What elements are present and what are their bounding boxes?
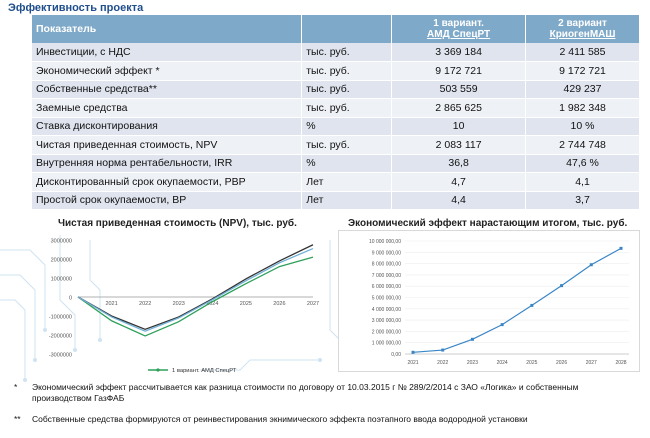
effect-y-tick: 8 000 000,00: [371, 261, 401, 268]
row-unit: %: [302, 154, 392, 173]
row-label: Чистая приведенная стоимость, NPV: [32, 136, 302, 155]
effect-y-tick: 6 000 000,00: [371, 284, 401, 291]
effect-x-tick: 2028: [615, 360, 627, 366]
header-variant-2-line1: 2 вариант: [558, 18, 607, 29]
effect-point: [620, 247, 623, 250]
effect-x-tick: 2027: [585, 360, 597, 366]
header-variant-2-line2: КриогенМАШ: [549, 29, 616, 40]
row-label: Простой срок окупаемости, BP: [32, 191, 302, 210]
table-row: [32, 62, 640, 81]
effect-y-tick: 4 000 000,00: [371, 306, 401, 313]
effect-x-tick: 2021: [407, 360, 419, 366]
efficiency-table: [32, 15, 640, 210]
npv-y-tick: -1000000: [48, 314, 72, 321]
row-label: Собственные средства**: [32, 80, 302, 99]
effect-y-tick: 5 000 000,00: [371, 295, 401, 302]
effect-point: [441, 349, 444, 352]
row-unit: Лет: [302, 191, 392, 210]
row-unit: тыс. руб.: [302, 99, 392, 118]
effect-point: [412, 351, 415, 354]
npv-y-tick: -3000000: [48, 352, 72, 359]
footnote-2-text: Собственные средства формируются от реинвестирования экнимического эффекта поэтапного ввода водородной установки: [32, 414, 528, 424]
effect-y-tick: 7 000 000,00: [371, 272, 401, 279]
row-value-variant-1: 9 172 721: [392, 62, 526, 81]
table-row: [32, 43, 640, 62]
effect-point: [530, 304, 533, 307]
row-value-variant-2: 2 744 748: [526, 136, 640, 155]
header-unit: [302, 15, 392, 43]
effect-x-tick: 2024: [496, 360, 508, 366]
row-value-variant-1: 36,8: [392, 154, 526, 173]
row-unit: тыс. руб.: [302, 80, 392, 99]
effect-x-tick: 2026: [556, 360, 568, 366]
npv-series-line: [78, 249, 313, 332]
row-value-variant-2: 47,6 %: [526, 154, 640, 173]
effect-chart-title: Экономический эффект нарастающим итогом, тыс. руб.: [348, 218, 628, 229]
row-value-variant-1: 3 369 184: [392, 43, 526, 62]
row-value-variant-2: 10 %: [526, 117, 640, 136]
row-label: Инвестиции, с НДС: [32, 43, 302, 62]
npv-series-line: [78, 245, 313, 330]
npv-x-tick: 2024: [206, 301, 219, 307]
row-unit: тыс. руб.: [302, 43, 392, 62]
table-row: [32, 99, 640, 118]
npv-x-tick: 2026: [273, 301, 286, 307]
row-unit: тыс. руб.: [302, 62, 392, 81]
npv-chart: [8, 232, 328, 382]
footnote-2-mark: **: [14, 414, 21, 424]
npv-y-tick: 0: [68, 295, 72, 302]
row-value-variant-2: 1 982 348: [526, 99, 640, 118]
row-value-variant-1: 10: [392, 117, 526, 136]
header-indicator: Показатель: [32, 15, 302, 43]
npv-y-tick: 2000000: [50, 257, 72, 264]
table-row: [32, 173, 640, 192]
header-variant-2: [526, 15, 640, 43]
effect-point: [590, 263, 593, 266]
row-label: Заемные средства: [32, 99, 302, 118]
footnote-2: [14, 414, 640, 428]
effect-x-tick: 2025: [526, 360, 538, 366]
row-value-variant-2: 2 411 585: [526, 43, 640, 62]
row-unit: тыс. руб.: [302, 136, 392, 155]
effect-y-tick: 0,00: [391, 352, 401, 358]
table-row: [32, 191, 640, 210]
effect-point: [471, 338, 474, 341]
effect-y-tick: 10 000 000,00: [369, 239, 401, 245]
footnote-1-text: Экономический эффект рассчитывается как разница стоимости по договору от 10.03.2015 г № 289/2/2014 с ЗАО «Логика» и собственным производством ГазФАБ: [32, 382, 579, 403]
row-value-variant-1: 2 083 117: [392, 136, 526, 155]
row-unit: %: [302, 117, 392, 136]
effect-x-tick: 2022: [437, 360, 449, 366]
npv-y-tick: 3000000: [50, 238, 72, 245]
effect-x-tick: 2023: [466, 360, 478, 366]
npv-x-tick: 2027: [306, 301, 320, 307]
table-row: [32, 136, 640, 155]
npv-legend-label: 1 вариант. АМД СпецРТ: [172, 368, 237, 374]
row-value-variant-1: 2 865 625: [392, 99, 526, 118]
table-row: [32, 80, 640, 99]
npv-x-tick: 2023: [172, 301, 185, 307]
header-variant-1-line1: 1 вариант.: [433, 18, 484, 29]
row-value-variant-2: 429 237: [526, 80, 640, 99]
row-value-variant-1: 503 559: [392, 80, 526, 99]
effect-y-tick: 9 000 000,00: [371, 250, 401, 257]
effect-point: [560, 284, 563, 287]
footnote-1-mark: *: [14, 382, 18, 392]
row-label: Ставка дисконтирования: [32, 117, 302, 136]
row-label: Экономический эффект *: [32, 62, 302, 81]
row-value-variant-1: 4,7: [392, 173, 526, 192]
header-variant-1: [392, 15, 526, 43]
row-unit: Лет: [302, 173, 392, 192]
npv-y-tick: 1000000: [50, 276, 72, 283]
row-value-variant-1: 4,4: [392, 191, 526, 210]
effect-y-tick: 3 000 000,00: [371, 318, 401, 325]
effect-point: [501, 323, 504, 326]
row-value-variant-2: 4,1: [526, 173, 640, 192]
npv-x-tick: 2025: [239, 301, 252, 307]
table-row: [32, 117, 640, 136]
npv-y-tick: -2000000: [48, 333, 72, 340]
npv-x-tick: 2021: [105, 301, 118, 307]
npv-series-line: [78, 257, 313, 336]
effect-y-tick: 2 000 000,00: [371, 329, 401, 336]
npv-legend-marker: [156, 368, 159, 371]
table-row: [32, 154, 640, 173]
row-label: Внутренняя норма рентабельности, IRR: [32, 154, 302, 173]
npv-chart-title: Чистая приведенная стоимость (NPV), тыс. руб.: [58, 218, 297, 229]
effect-y-tick: 1 000 000,00: [371, 340, 401, 347]
effect-chart: [339, 231, 639, 371]
footnote-1: [14, 382, 640, 406]
npv-x-tick: 2022: [139, 301, 152, 307]
row-value-variant-2: 3,7: [526, 191, 640, 210]
row-label: Дисконтированный срок окупаемости, PBP: [32, 173, 302, 192]
page-title: Эффективность проекта: [8, 2, 144, 14]
row-value-variant-2: 9 172 721: [526, 62, 640, 81]
header-variant-1-line2: АМД СпецРТ: [427, 29, 491, 40]
